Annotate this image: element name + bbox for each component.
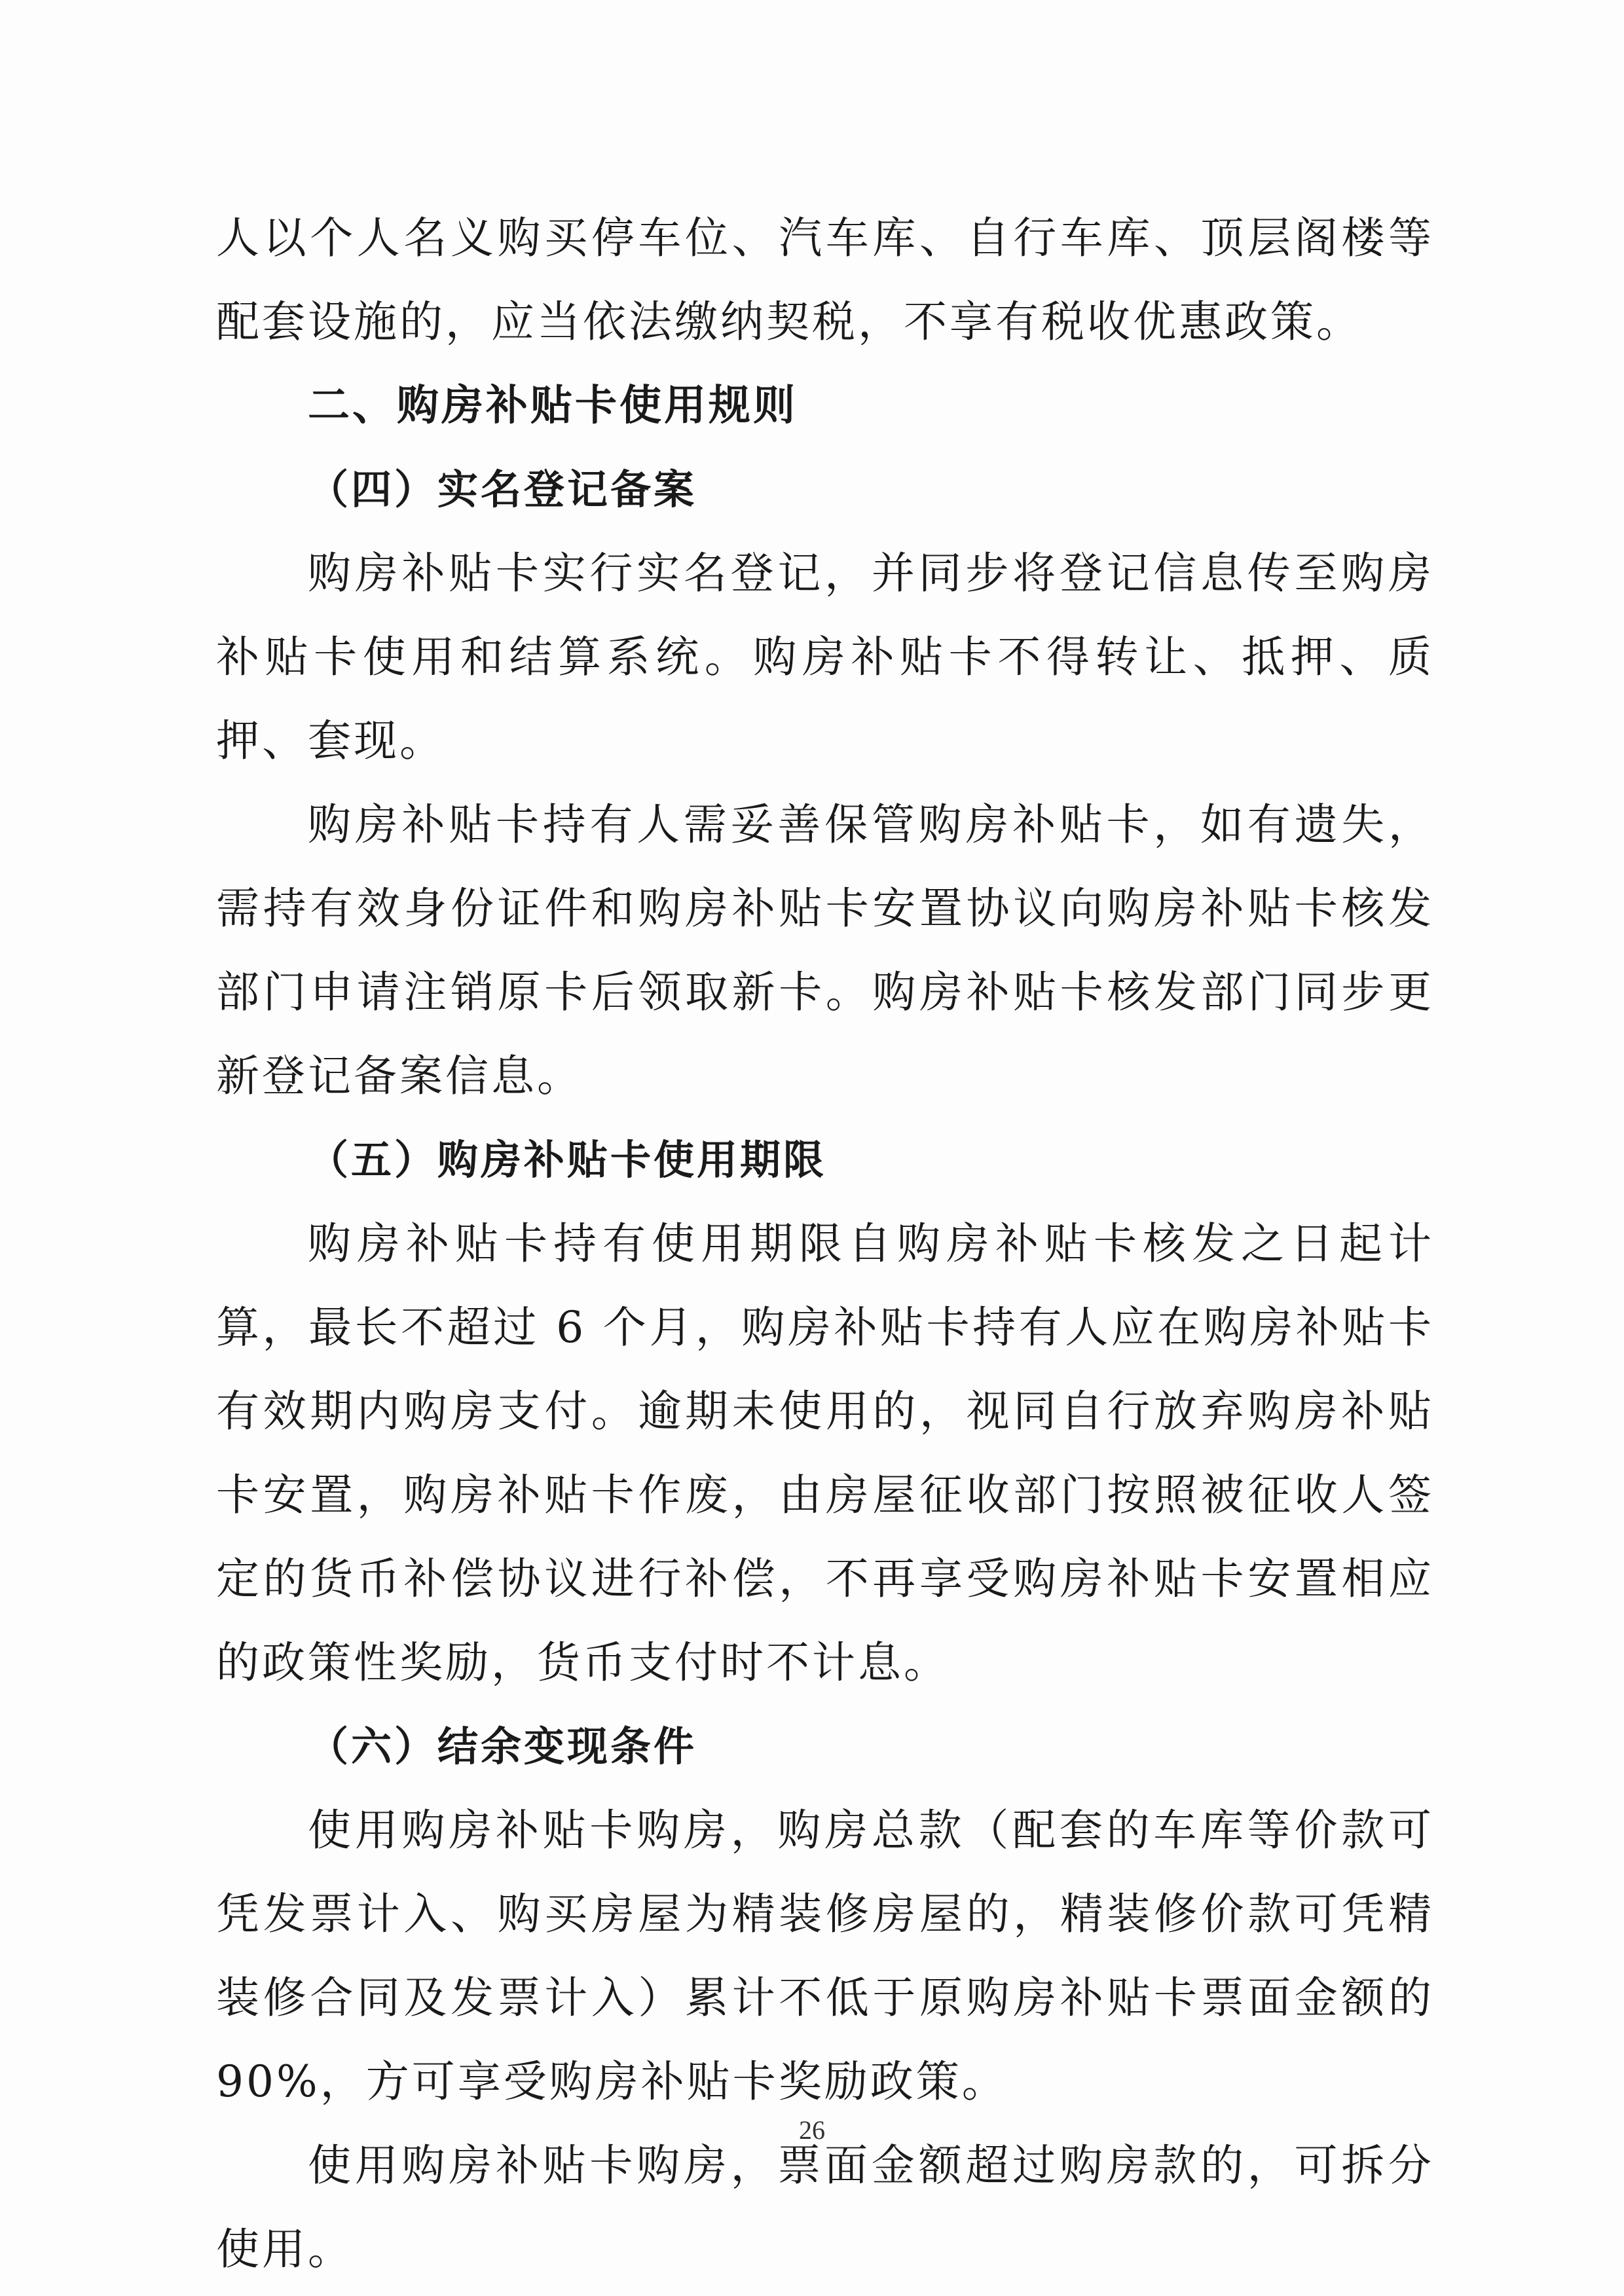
page-content — [216, 196, 1434, 2291]
paragraph-real-name-registration: 购房补贴卡实行实名登记，并同步将登记信息传至购房补贴卡使用和结算系统。购房补贴卡不得转让、抵押、质押、套现。 — [216, 548, 1434, 766]
subheading-5: （五）购房补贴卡使用期限 — [308, 1136, 827, 1184]
paragraph-card-loss: 购房补贴卡持有人需妥善保管购房补贴卡，如有遗失，需持有效身份证件和购房补贴卡安置协议向购房补贴卡核发部门申请注销原卡后领取新卡。购房补贴卡核发部门同步更新登记备案信息。 — [216, 799, 1434, 1101]
paragraph-split-use: 使用购房补贴卡购房，票面金额超过购房款的，可拆分使用。 — [216, 2140, 1434, 2274]
paragraph-cash-conditions: 使用购房补贴卡购房，购房总款（配套的车库等价款可凭发票计入、购买房屋为精装修房屋的，精装修价款可凭精装修合同及发票计入）累计不低于原购房补贴卡票面金额的 90%，方可享受购房补贴卡奖励政策。 — [216, 1805, 1434, 2107]
page-number: 26 — [799, 2115, 825, 2145]
section-heading-2: 二、购房补贴卡使用规则 — [308, 382, 798, 430]
paragraph-continued: 人以个人名义购买停车位、汽车库、自行车库、顶层阁楼等配套设施的，应当依法缴纳契税，不享有税收优惠政策。 — [216, 213, 1434, 347]
subheading-6: （六）结余变现条件 — [308, 1722, 697, 1770]
paragraph-validity-period: 购房补贴卡持有使用期限自购房补贴卡核发之日起计算，最长不超过 6 个月，购房补贴卡持有人应在购房补贴卡有效期内购房支付。逾期未使用的，视同自行放弃购房补贴卡安置，购房补贴卡作废，由房屋征收部门按照被征收人签定的货币补偿协议进行补偿，不再享受购房补贴卡安置相应的政策性奖励，货币支付时不计息。 — [216, 1218, 1434, 1688]
subheading-4: （四）实名登记备案 — [308, 465, 697, 513]
